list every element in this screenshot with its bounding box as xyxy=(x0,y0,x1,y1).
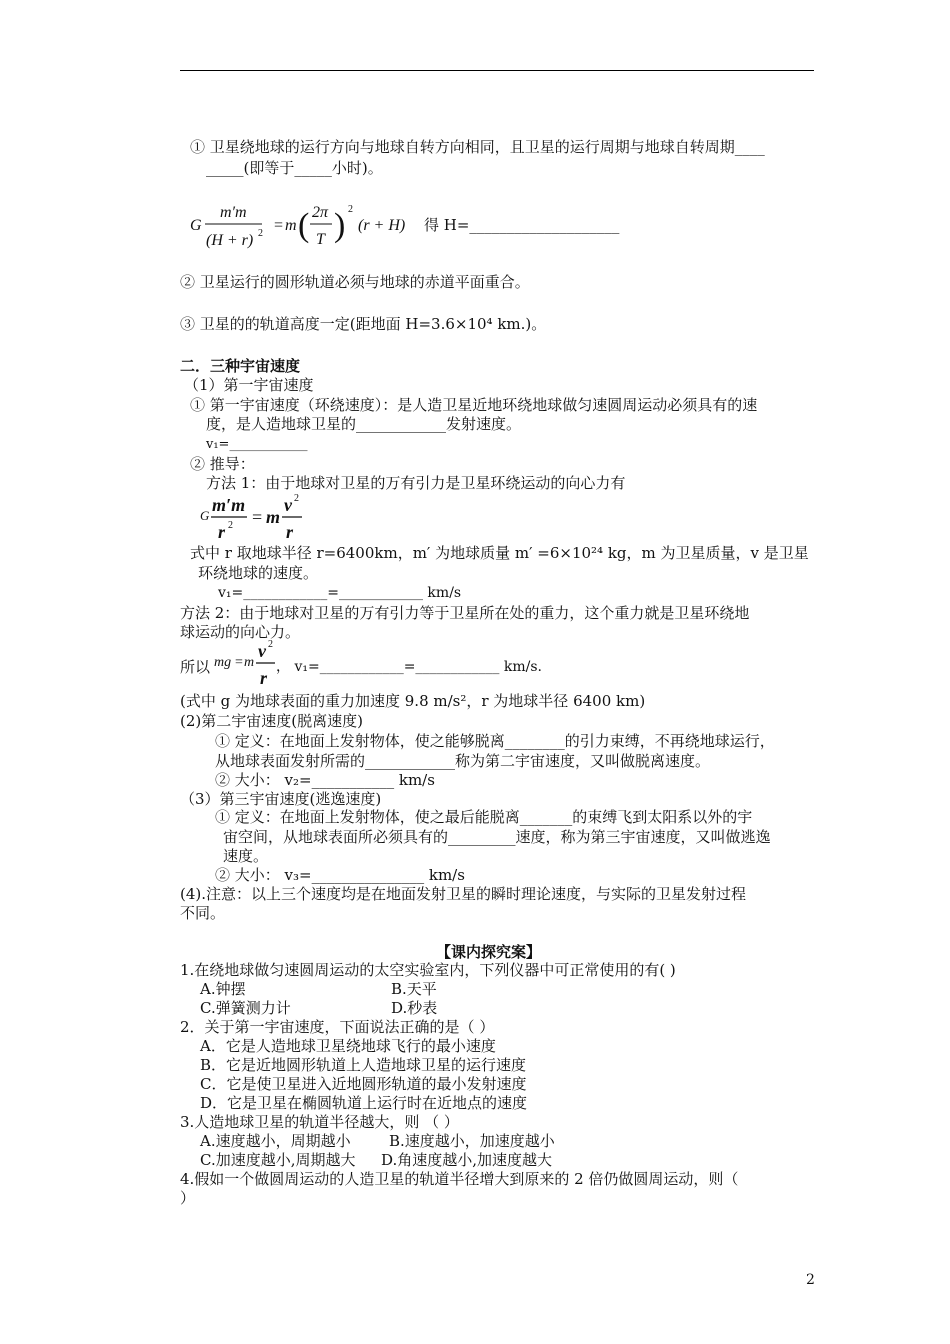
option-b: B．它是近地圆形轨道上人造地球卫星的运行速度 xyxy=(200,1056,527,1074)
text-line: 所以 xyxy=(180,658,211,676)
text-line: 宙空间，从地球表面所必须具有的_________速度，称为第三宇宙速度，又叫做逃逸 xyxy=(223,828,771,846)
svg-text:(r + H): (r + H) xyxy=(358,217,406,234)
section-heading: 【课内探究案】 xyxy=(436,943,542,961)
text-line: ① 卫星绕地球的运行方向与地球自转方向相同，且卫星的运行周期与地球自转周期____ xyxy=(190,138,765,156)
text-line: （1）第一宇宙速度 xyxy=(184,376,314,394)
option-a: A.钟摆 xyxy=(200,980,246,998)
option-b: B.天平 xyxy=(391,980,437,998)
svg-text:G: G xyxy=(200,508,210,523)
text-line: (式中 g 为地球表面的重力加速度 9.8 m/s²，r 为地球半径 6400 km) xyxy=(180,692,646,710)
option-d: D.秒表 xyxy=(391,999,438,1017)
text-line: ） xyxy=(180,1189,196,1207)
text-line: 球运动的向心力。 xyxy=(180,623,301,641)
svg-text:r: r xyxy=(260,668,268,688)
text-line: 度，是人造地球卫星的____________发射速度。 xyxy=(206,415,522,433)
svg-text:v: v xyxy=(284,495,292,515)
svg-text:r: r xyxy=(218,522,226,542)
option-d: D.角速度越小,加速度越大 xyxy=(381,1151,553,1169)
svg-text:(H + r): (H + r) xyxy=(206,232,254,249)
question-3: 3.人造地球卫星的轨道半径越大，则 （ ） xyxy=(180,1113,459,1131)
header-rule xyxy=(180,70,814,71)
svg-text:mg: mg xyxy=(214,655,232,670)
option-a: A.速度越小，周期越小 xyxy=(200,1132,351,1150)
text-line: (4).注意：以上三个速度均是在地面发射卫星的瞬时理论速度，与实际的卫星发射过程 xyxy=(180,885,747,903)
text-line: ③ 卫星的的轨道高度一定(距地面 H=3.6×10⁴ km.)。 xyxy=(180,315,547,333)
option-c: C.加速度越小,周期越大 xyxy=(200,1151,356,1169)
svg-text:2: 2 xyxy=(348,204,353,215)
page-number: 2 xyxy=(806,1272,815,1288)
text-line: _____(即等于_____小时)。 xyxy=(206,159,383,177)
text-line: ① 第一宇宙速度（环绕速度）：是人造卫星近地环绕地球做匀速圆周运动必须具有的速 xyxy=(190,396,758,414)
svg-text:=: = xyxy=(252,507,263,527)
svg-text:v: v xyxy=(258,641,266,661)
svg-text:=: = xyxy=(235,655,243,670)
question-1: 1.在绕地球做匀速圆周运动的太空实验室内，下列仪器中可正常使用的有( ) xyxy=(180,961,676,979)
text-line: v₁=____________ xyxy=(206,437,308,452)
svg-text:m: m xyxy=(285,217,297,234)
svg-text:2: 2 xyxy=(228,520,233,531)
first-velocity-formula xyxy=(198,490,318,542)
text-line: v₁=____________=____________ km/s xyxy=(218,585,462,601)
text-line: 方法 2：由于地球对卫星的万有引力等于卫星所在处的重力，这个重力就是卫星环绕地 xyxy=(180,604,750,622)
svg-text:(: ( xyxy=(298,207,310,244)
svg-text:2: 2 xyxy=(294,493,299,504)
option-b: B.速度越小，加速度越小 xyxy=(389,1132,555,1150)
section-heading: 二．三种宇宙速度 xyxy=(180,357,301,375)
text-line: ① 定义：在地面上发射物体，使之最后能脱离_______的束缚飞到太阳系以外的宇 xyxy=(215,808,753,826)
option-a: A．它是人造地球卫星绕地球飞行的最小速度 xyxy=(200,1037,496,1055)
text-line: (2)第二宇宙速度(脱离速度) xyxy=(180,712,363,730)
svg-text:m: m xyxy=(266,507,281,527)
svg-text:2: 2 xyxy=(268,639,273,650)
text-line: （3）第三宇宙速度(逃逸速度) xyxy=(180,790,382,808)
gravity-formula xyxy=(214,636,276,688)
option-c: C.弹簧测力计 xyxy=(200,999,291,1017)
text-line: ， v₁=____________=____________ km/s. xyxy=(276,659,542,675)
svg-text:2: 2 xyxy=(258,228,263,239)
text-line: 从地球表面发射所需的____________称为第二宇宙速度，又叫做脱离速度。 xyxy=(215,752,711,770)
svg-text:2π: 2π xyxy=(312,204,329,221)
text-line: ① 定义：在地面上发射物体，使之能够脱离________的引力束缚，不再绕地球运行， xyxy=(215,732,775,750)
svg-text:r: r xyxy=(286,522,294,542)
text-line: 不同。 xyxy=(180,904,226,922)
question-4: 4.假如一个做圆周运动的人造卫星的轨道半径增大到原来的 2 倍仍做圆周运动，则（ xyxy=(180,1170,739,1188)
text-line: 方法 1：由于地球对卫星的万有引力是卫星环绕运动的向心力有 xyxy=(206,474,626,492)
text-line: ② 大小： v₂=___________ km/s xyxy=(215,771,435,789)
svg-text:G: G xyxy=(190,217,202,234)
svg-text:m′m: m′m xyxy=(220,204,247,221)
svg-text:m: m xyxy=(244,655,255,670)
text-line: ② 推导： xyxy=(190,455,255,473)
text-line: ② 大小： v₃=_______________ km/s xyxy=(215,866,465,884)
text-line: 得 H=____________________ xyxy=(424,216,620,234)
geo-orbit-formula xyxy=(188,198,428,254)
option-d: D．它是卫星在椭圆轨道上运行时在近地点的速度 xyxy=(200,1094,528,1112)
option-c: C．它是使卫星进入近地圆形轨道的最小发射速度 xyxy=(200,1075,527,1093)
text-line: 式中 r 取地球半径 r=6400km，m′ 为地球质量 m′ =6×10²⁴ kg，m 为卫星质量，v 是卫星 xyxy=(190,544,809,562)
text-line: ② 卫星运行的圆形轨道必须与地球的赤道平面重合。 xyxy=(180,273,530,291)
text-line: 速度。 xyxy=(223,847,269,865)
question-2: 2．关于第一宇宙速度，下面说法正确的是（ ） xyxy=(180,1018,495,1036)
svg-text:m′m: m′m xyxy=(212,495,246,515)
svg-text:=: = xyxy=(274,217,284,234)
text-line: 环绕地球的速度。 xyxy=(198,564,319,582)
svg-text:T: T xyxy=(316,231,325,248)
svg-text:): ) xyxy=(334,207,346,244)
